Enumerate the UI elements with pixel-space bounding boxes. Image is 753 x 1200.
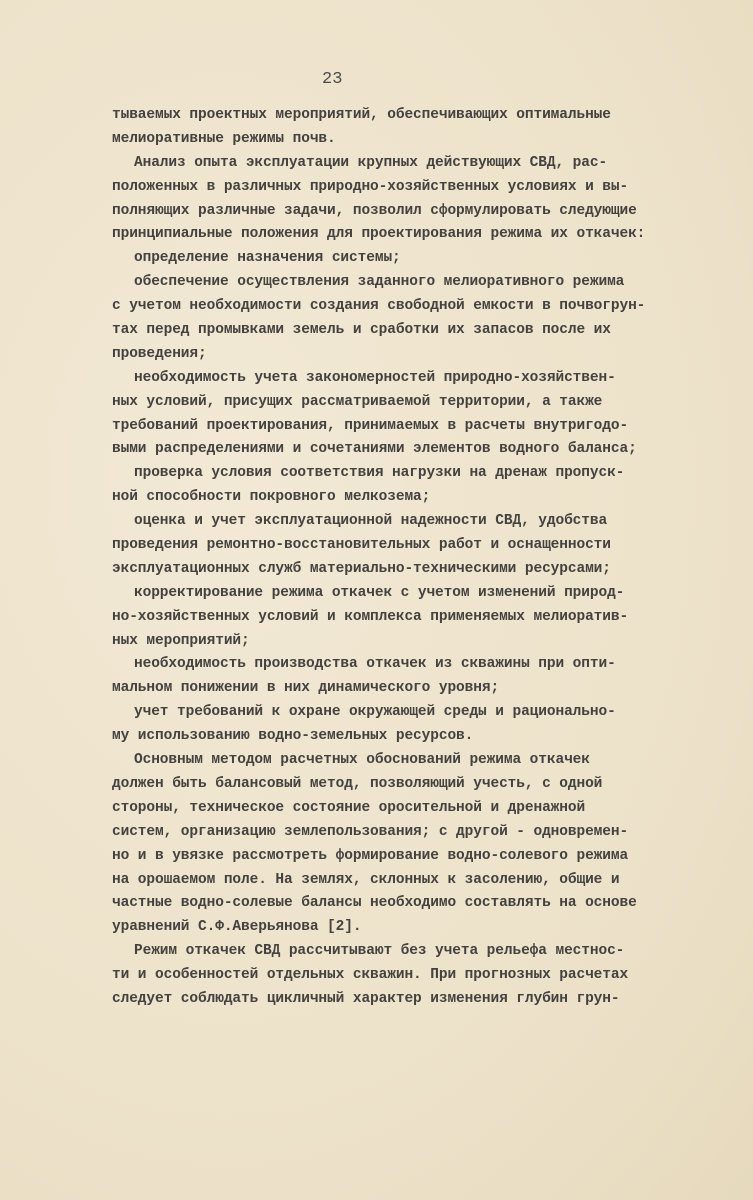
text-line: определение назначения системы;	[134, 250, 401, 267]
text-line: Основным методом расчетных обоснований режима откачек	[134, 752, 590, 769]
text-line: ти и особенностей отдельных скважин. При прогнозных расчетах	[112, 967, 629, 984]
page-number: 23	[322, 70, 343, 89]
text-line: необходимость учета закономерностей природно-хозяйствен-	[134, 369, 616, 386]
text-line: частные водно-солевые балансы необходимо составлять на основе	[112, 895, 637, 912]
text-line: следует соблюдать цикличный характер изменения глубин грун-	[112, 990, 620, 1007]
body-text	[112, 104, 645, 1012]
text-line: полняющих различные задачи, позволил сформулировать следующие	[112, 202, 637, 219]
text-line: оценка и учет эксплуатационной надежности СВД, удобства	[134, 513, 608, 530]
text-line: положенных в различных природно-хозяйственных условиях и вы-	[112, 178, 629, 195]
text-line: требований проектирования, принимаемых в расчеты внутригодо-	[112, 417, 629, 434]
text-line: эксплуатационных служб материально-техническими ресурсами;	[112, 560, 611, 577]
text-line: проверка условия соответствия нагрузки на дренаж пропуск-	[134, 465, 625, 482]
text-line: корректирование режима откачек с учетом изменений природ-	[134, 584, 625, 601]
text-line: мальном понижении в них динамического уровня;	[112, 680, 500, 697]
text-line: учет требований к охране окружающей среды и рационально-	[134, 704, 616, 721]
text-line: ной способности покровного мелкозема;	[112, 489, 431, 506]
text-line: Режим откачек СВД рассчитывают без учета рельефа местнос-	[134, 943, 625, 960]
text-line: необходимость производства откачек из скважины при опти-	[134, 656, 616, 673]
text-line: выми распределениями и сочетаниями элементов водного баланса;	[112, 441, 637, 458]
text-line: на орошаемом поле. На землях, склонных к засолению, общие и	[112, 871, 620, 888]
text-line: тах перед промывками земель и сработки их запасов после их	[112, 322, 611, 339]
text-line: проведения;	[112, 345, 207, 362]
text-line: проведения ремонтно-восстановительных работ и оснащенности	[112, 537, 611, 554]
text-line: принципиальные положения для проектирования режима их откачек:	[112, 226, 646, 243]
text-line: мелиоративные режимы почв.	[112, 130, 336, 147]
text-line: должен быть балансовый метод, позволяющий учесть, с одной	[112, 775, 603, 792]
text-line: тываемых проектных мероприятий, обеспечивающих оптимальные	[112, 107, 611, 123]
text-line: но-хозяйственных условий и комплекса применяемых мелиоратив-	[112, 608, 629, 625]
text-line: обеспечение осуществления заданного мелиоративного режима	[134, 274, 625, 291]
text-line: уравнений С.Ф.Аверьянова [2].	[112, 919, 362, 936]
text-line: ных условий, присущих рассматриваемой территории, а также	[112, 393, 603, 410]
text-line: с учетом необходимости создания свободной емкости в почвогрун-	[112, 298, 646, 315]
text-line: му использованию водно-земельных ресурсов.	[112, 728, 474, 745]
text-line: ных мероприятий;	[112, 632, 250, 649]
text-line: но и в увязке рассмотреть формирование водно-солевого режима	[112, 847, 629, 864]
text-line: Анализ опыта эксплуатации крупных действующих СВД, рас-	[134, 154, 608, 171]
text-line: систем, организацию землепользования; с другой - одновремен-	[112, 823, 629, 840]
text-line: стороны, техническое состояние оросительной и дренажной	[112, 799, 586, 816]
